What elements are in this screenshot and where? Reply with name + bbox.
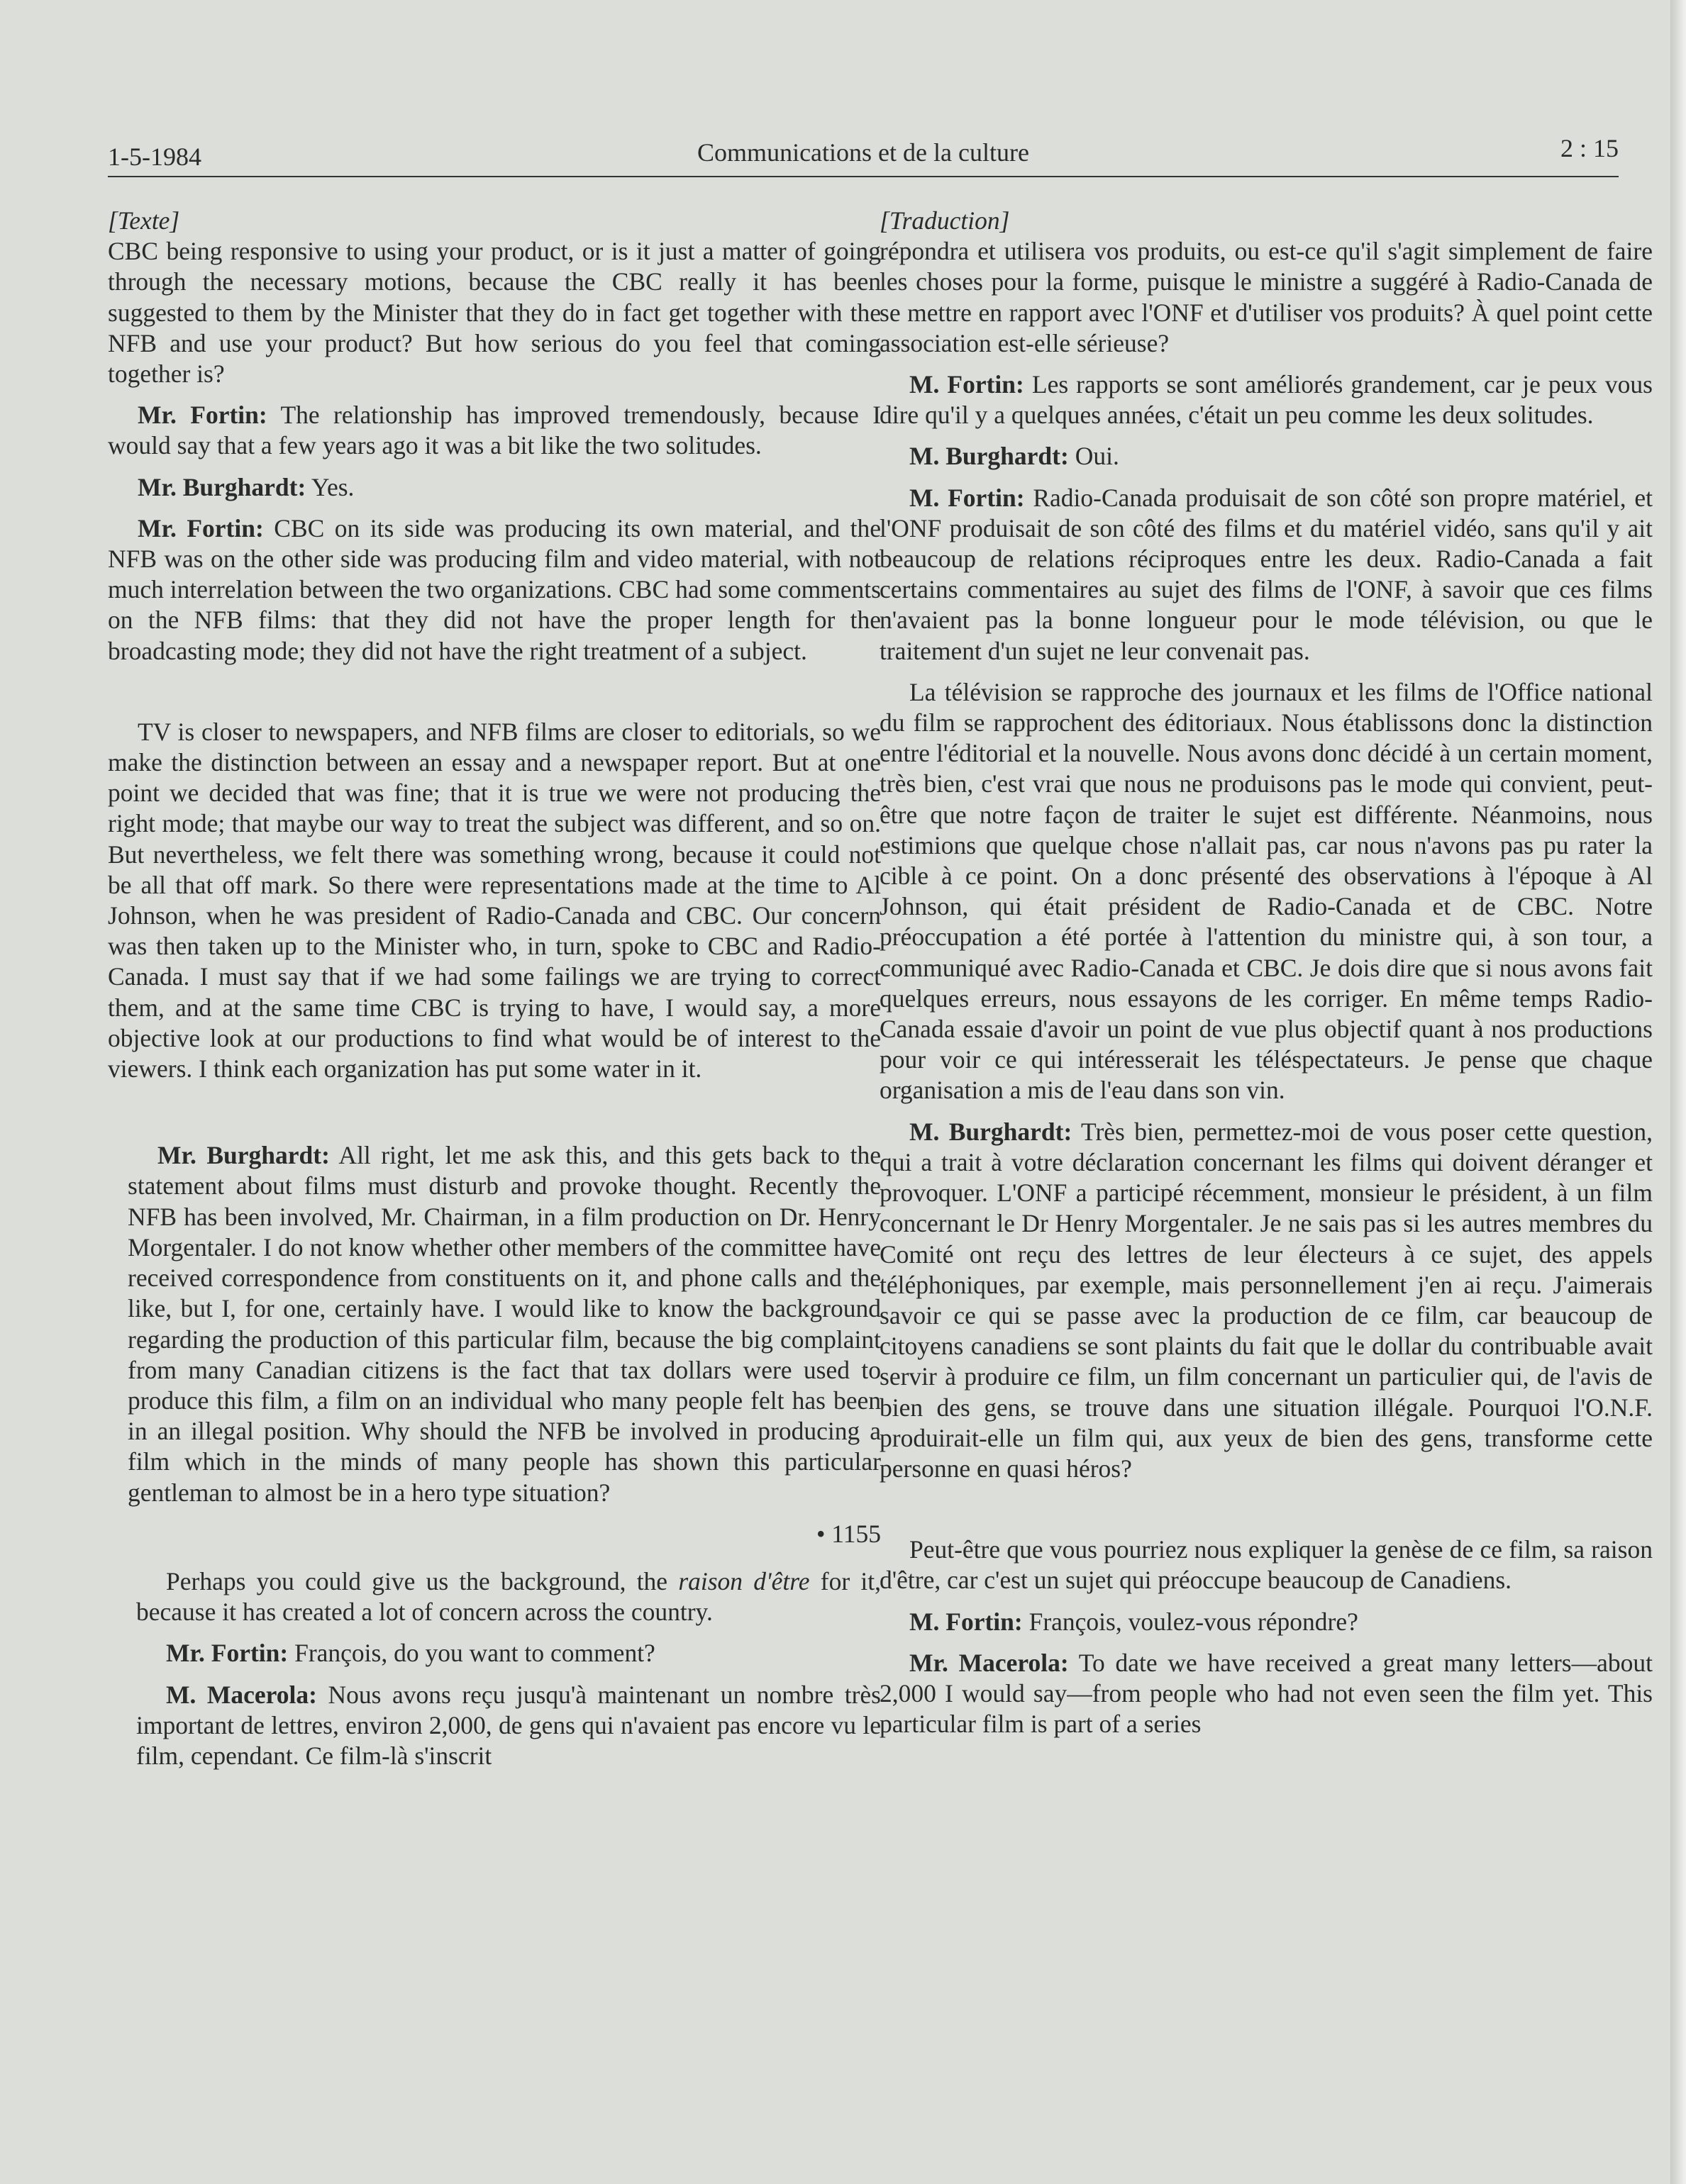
section-label: [Traduction] — [880, 206, 1010, 235]
spacer — [108, 677, 881, 717]
header-title: Communications et de la culture — [697, 138, 1029, 167]
paragraph — [108, 1566, 881, 1627]
speaker-name: Mr. Fortin: — [138, 401, 267, 430]
paragraph — [108, 1638, 881, 1668]
speaker-name: Mr. Fortin: — [166, 1639, 289, 1668]
section-label: [Texte] — [108, 206, 180, 235]
text-run: for it, because it has created a lot of concern across the country. — [136, 1566, 881, 1627]
speaker-name: Mr. Macerola: — [909, 1648, 1069, 1677]
paragraph — [880, 1607, 1653, 1637]
english-column — [108, 206, 881, 1782]
spacer — [108, 1095, 881, 1140]
french-column — [880, 206, 1653, 1750]
paragraph: TV is closer to newspapers, and NFB films are closer to editorials, so we make the distinction between an essay and a newspaper report. But at one point we decided that was fine; that it is true we were not producing the right mode; that maybe our way to treat the subject was different, and so on. But nevertheless, we felt there was something wrong, because it could not be all that off mark. So there were representations made at the time to Al Johnson, when he was president of Radio-Canada and CBC. Our concern was then taken up to the Minister who, in turn, spoke to CBC and Radio-Canada. I must say that if we had some failings we are trying to correct them, and at the same time CBC is trying to have, I would say, a more objective look at our productions to find what would be of interest to the viewers. I think each organization has put some water in it. — [108, 717, 881, 1083]
speech-text: François, voulez-vous répondre? — [1022, 1607, 1358, 1636]
speech-text: Les rapports se sont améliorés grandement, car je peux vous dire qu'il y a quelques années, c'était un peu comme les deux solitudes. — [880, 370, 1653, 430]
paragraph — [880, 1117, 1653, 1484]
speech-text: François, do you want to comment? — [288, 1639, 655, 1668]
page-spine — [1670, 0, 1686, 2184]
paragraph: répondra et utilisera vos produits, ou est-ce qu'il s'agit simplement de faire les choses pour la forme, puisque le ministre a suggéré à Radio-Canada de se mettre en rapport avec l'ONF et d'utiliser vos produits? À quel point cette association est-elle sérieuse? — [880, 237, 1653, 357]
paragraph — [108, 472, 881, 503]
paragraph — [880, 1648, 1653, 1740]
speech-text: To date we have received a great many letters—about 2,000 I would say—from people who had not even seen the film yet. This particular film is part of a series — [880, 1648, 1653, 1739]
header-page-number: 2 : 15 — [1560, 134, 1619, 162]
paragraph — [108, 1140, 881, 1508]
page-header — [108, 128, 1619, 177]
speaker-name: Mr. Burghardt: — [138, 472, 306, 501]
paragraph — [108, 513, 881, 667]
speech-text: All right, let me ask this, and this gets back to the statement about films must disturb and provoke thought. Recently the NFB has been involved, Mr. Chairman, in a film production on Dr. Henry Morgentaler. I do not know whether other members of the committee have received correspondence from constituents on it, and phone calls and the like, but I, for one, certainly have. I would like to know the background regarding the production of this particular film, because the big complaint from many Canadian citizens is the fact that tax dollars were used to produce this film, a film on an individual who many people felt has been in an illegal position. Why should the NFB be involved in producing a film which in the minds of many people has shown this particular gentleman to almost be in a hero type situation? — [128, 1141, 881, 1507]
paragraph — [880, 369, 1653, 430]
paragraph — [880, 441, 1653, 472]
paragraph: La télévision se rapproche des journaux et les films de l'Office national du film se rapprochent des éditoriaux. Nous établissons donc la distinction entre l'éditorial et la nouvelle. Nous avons donc décidé à un certain moment, très bien, c'est vrai que nous ne produisons pas le mode qui convient, peut-être que notre façon de traiter le sujet est différente. Néanmoins, nous estimions que quelque chose n'allait pas, car nous n'avons pas pu rater la cible à ce point. On a donc présenté des observations à l'époque à Al Johnson, qui était président de Radio-Canada et de CBC. Notre préoccupation a été portée à l'attention du ministre qui, à son tour, a communiqué avec Radio-Canada et CBC. Je dois dire que si nous avons fait quelques erreurs, nous essayons de les corriger. En même temps Radio-Canada essaie d'avoir un point de vue plus objectif quant à nos productions pour voir ce qui intéresserait les téléspectateurs. Je pense que chaque organisation a mis de l'eau dans son vin. — [880, 677, 1653, 1105]
speaker-name: M. Fortin: — [909, 1607, 1023, 1636]
speaker-name: M. Fortin: — [909, 370, 1024, 399]
speaker-name: M. Burghardt: — [909, 1117, 1072, 1146]
paragraph — [108, 400, 881, 461]
speech-text: CBC on its side was producing its own material, and the NFB was on the other side was producing film and video material, with not much interrelation between the two organizations. CBC had some comments on the NFB films: that they did not have the proper length for the broadcasting mode; they did not have the right treatment of a subject. — [108, 513, 881, 665]
speech-text: Radio-Canada produisait de son côté son propre matériel, et l'ONF produisait de son côté des films et du matériel vidéo, sans qu'il y ait beaucoup de relations réciproques entre les deux. Radio-Canada a fait certains commentaires au sujet des films de l'ONF, à savoir que ces films n'avaient pas la bonne longueur pour le mode télévision, ou que le traitement d'un sujet ne leur convenait pas. — [880, 483, 1653, 665]
time-marker: • 1155 — [816, 1519, 881, 1548]
speaker-name: Mr. Fortin: — [138, 513, 264, 542]
speech-text: Nous avons reçu jusqu'à maintenant un nombre très important de lettres, environ 2,000, de gens qui n'avaient pas encore vu le film, cependant. Ce film-là s'inscrit — [136, 1680, 881, 1770]
speech-text: Très bien, permettez-moi de vous poser cette question, qui a trait à votre déclaration concernant les films qui doivent déranger et provoquer. L'ONF a participé récemment, monsieur le président, à un film concernant le Dr Henry Morgentaler. Je ne sais pas si les autres membres du Comité ont reçu des lettres de leur électeurs à ce sujet, des appels téléphoniques, par exemple, mais personnellement j'en ai reçu. J'aimerais savoir ce qui se passe avec la production de ce film, car beaucoup de citoyens canadiens se sont plaints du fait que le dollar du contribuable avait servir à produire ce film, un film concernant un particulier qui, de l'avis de bien des gens, se trouve dans une situation illégale. Pourquoi l'O.N.F. produirait-elle un film qui, aux yeux de bien des gens, transforme cette personne en quasi héros? — [880, 1117, 1653, 1483]
header-rule — [108, 176, 1619, 177]
speech-text: The relationship has improved tremendously, because I would say that a few years ago it was a bit like the two solitudes. — [108, 401, 881, 460]
speaker-name: Mr. Burghardt: — [157, 1141, 330, 1170]
speaker-name: M. Fortin: — [909, 483, 1025, 512]
paragraph: Peut-être que vous pourriez nous expliquer la genèse de ce film, sa raison d'être, car c'est un sujet qui préoccupe beaucoup de Canadiens. — [880, 1535, 1653, 1595]
spacer — [880, 1495, 1653, 1534]
speaker-name: M. Macerola: — [166, 1680, 317, 1709]
italic-text: raison d'être — [678, 1566, 810, 1595]
speech-text: Yes. — [306, 472, 355, 501]
paragraph — [880, 483, 1653, 667]
header-date: 1-5-1984 — [108, 143, 201, 171]
paragraph: CBC being responsive to using your product, or is it just a matter of going through the necessary motions, because the CBC really it has been suggested to them by the Minister that they do in fact get together with the NFB and use your product? But how serious do you feel that coming together is? — [108, 237, 881, 389]
paragraph — [108, 1680, 881, 1772]
speaker-name: M. Burghardt: — [909, 442, 1069, 471]
speech-text: Oui. — [1068, 442, 1119, 471]
text-run: Perhaps you could give us the background, the — [166, 1566, 679, 1595]
